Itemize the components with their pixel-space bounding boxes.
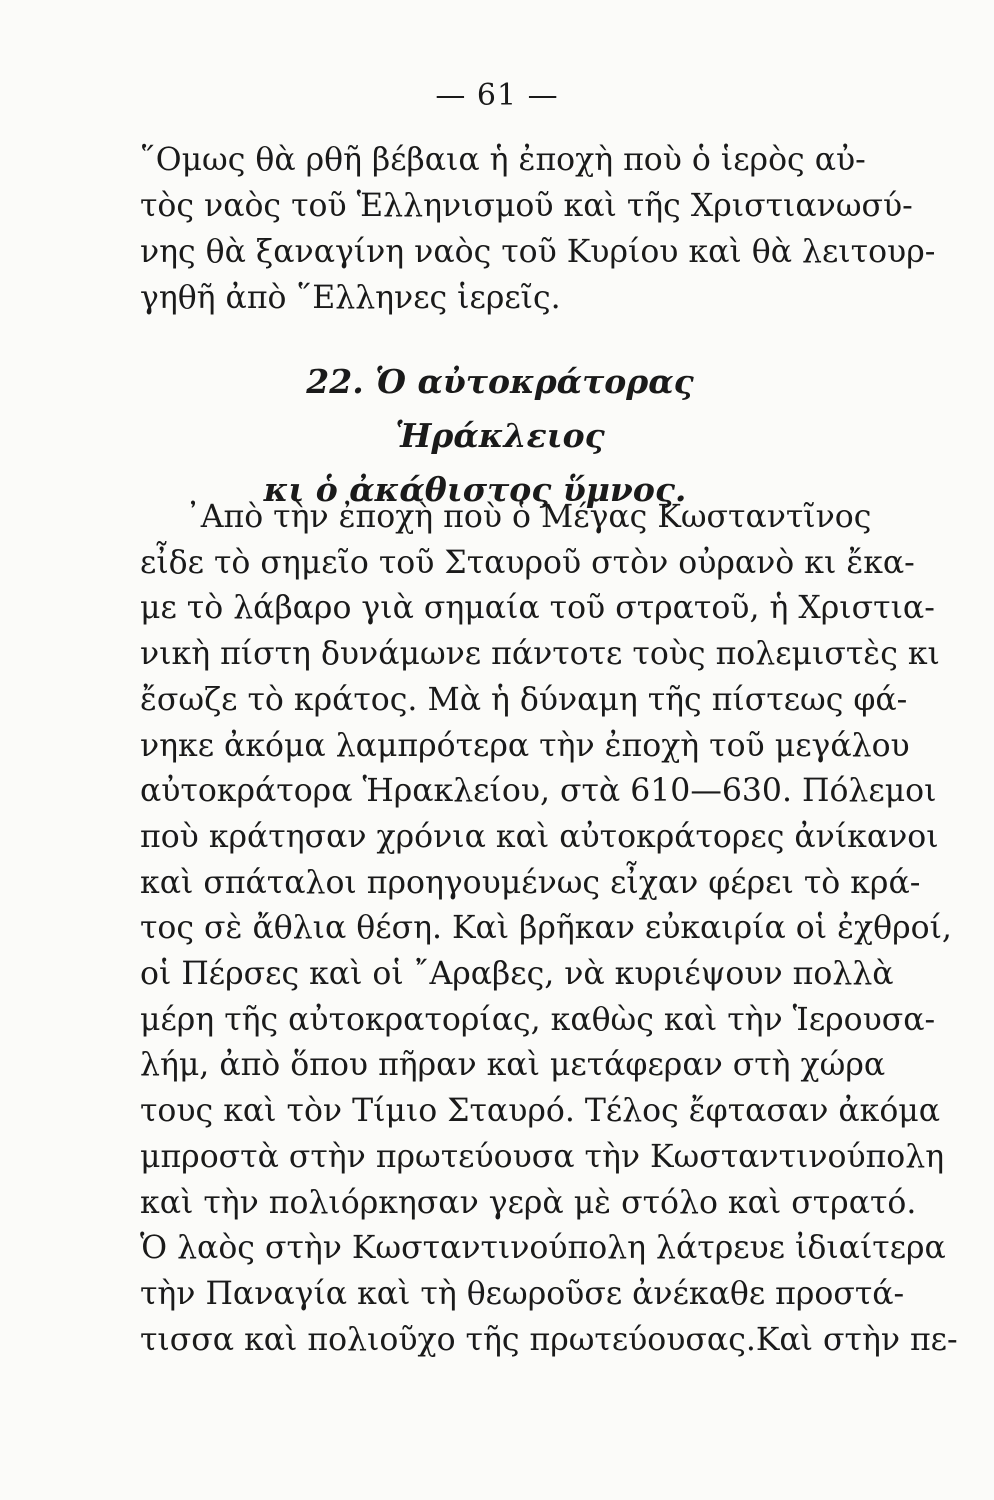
paragraph-2-line: καὶ τὴν πολιόρκησαν γερὰ μὲ στόλο καὶ στρατό. (140, 1184, 917, 1221)
section-title-line-1: 22. Ὁ αὐτοκράτορας Ἡράκλειος (306, 362, 694, 455)
section-title-line-2: κι ὁ ἀκάθιστος ὕμνος. (263, 470, 687, 509)
paragraph-2-line: ᾿Απὸ τὴν ἐποχὴ ποὺ ὁ Μέγας Κωσταντῖνος (185, 499, 872, 535)
paragraph-2-line: νηκε ἀκόμα λαμπρότερα τὴν ἐποχὴ τοῦ μεγάλου (140, 727, 910, 764)
paragraph-2 (140, 495, 958, 1363)
paragraph-2-line: τὴν Παναγία καὶ τὴ θεωροῦσε ἀνέκαθε προστά- (140, 1275, 905, 1312)
paragraph-2-line: τος σὲ ἄθλια θέση. Καὶ βρῆκαν εὐκαιρία οἱ ἐχθροί, (140, 910, 952, 947)
paragraph-2-line: τισσα καὶ πολιοῦχο τῆς πρωτεύουσας.Καὶ στὴν πε- (140, 1321, 958, 1358)
paragraph-2-line: μπροστὰ στὴν πρωτεύουσα τὴν Κωσταντινούπολη (140, 1138, 945, 1175)
paragraph-2-line: μέρη τῆς αὐτοκρατορίας, καθὼς καὶ τὴν Ἱερουσα- (140, 1001, 936, 1038)
paragraph-2-line: ἔσωζε τὸ κράτος. Μὰ ἡ δύναμη τῆς πίστεως φά- (140, 681, 908, 718)
paragraph-1-line: νης θὰ ξαναγίνη ναὸς τοῦ Κυρίου καὶ θὰ λειτουρ- (140, 234, 936, 270)
paragraph-2-line: με τὸ λάβαρο γιὰ σημαία τοῦ στρατοῦ, ἡ Χριστια- (140, 590, 935, 627)
paragraph-2-line: Ὁ λαὸς στὴν Κωσταντινούπολη λάτρευε ἰδιαίτερα (140, 1230, 946, 1267)
paragraph-2-line: καὶ σπάταλοι προηγουμένως εἶχαν φέρει τὸ κρά- (140, 864, 921, 901)
paragraph-2-line: λήμ, ἀπὸ ὅπου πῆραν καὶ μετάφεραν στὴ χώρα (140, 1047, 886, 1084)
paragraph-2-line: οἱ Πέρσες καὶ οἱ ῎Αραβες, νὰ κυριέψουν πολλὰ (140, 956, 894, 993)
paragraph-2-line: εἶδε τὸ σημεῖο τοῦ Σταυροῦ στὸν οὐρανὸ κι ἔκα- (140, 544, 915, 581)
paragraph-1 (140, 137, 936, 321)
paragraph-1-line: ῞Ομως θὰ ρθῆ βέβαια ἡ ἐποχὴ ποὺ ὁ ἱερὸς αὐ- (140, 142, 866, 178)
paragraph-2-line: τους καὶ τὸν Τίμιο Σταυρό. Τέλος ἔφτασαν ἀκόμα (140, 1093, 941, 1130)
paragraph-2-line: νικὴ πίστη δυνάμωνε πάντοτε τοὺς πολεμιστὲς κι (140, 636, 940, 673)
paragraph-1-line: γηθῆ ἀπὸ ῞Ελληνες ἱερεῖς. (140, 280, 561, 316)
paragraph-2-line: ποὺ κράτησαν χρόνια καὶ αὐτοκράτορες ἀνίκανοι (140, 818, 939, 855)
paragraph-1-line: τὸς ναὸς τοῦ Ἑλληνισμοῦ καὶ τῆς Χριστιανωσύ- (140, 188, 913, 224)
section-heading (200, 355, 800, 517)
paragraph-2-line: αὐτοκράτορα Ἡρακλείου, στὰ 610—630. Πόλεμοι (140, 773, 937, 810)
page-number: — 61 — (435, 78, 559, 113)
